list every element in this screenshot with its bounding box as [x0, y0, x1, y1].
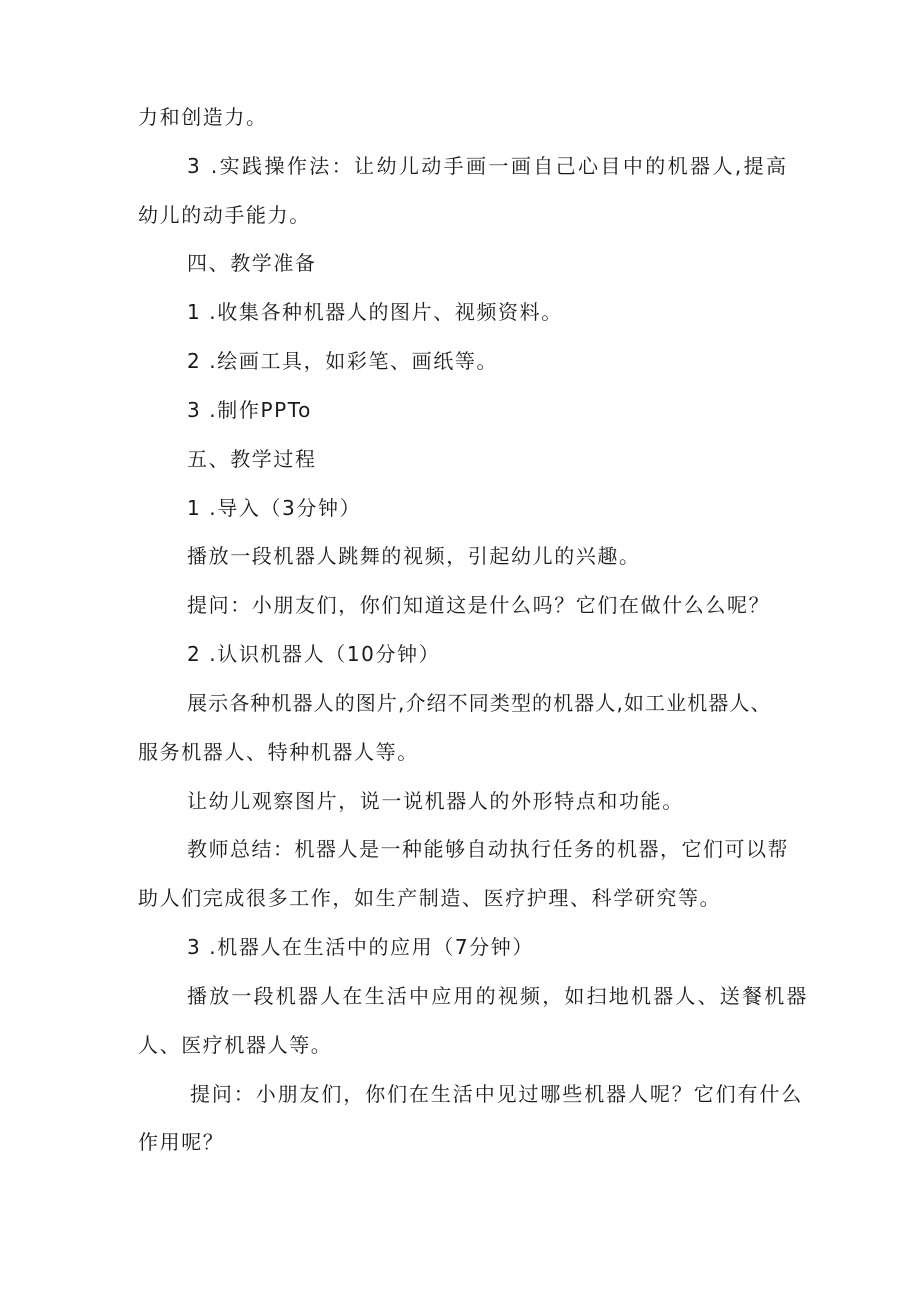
paragraph-line: 播放一段机器人在生活中应用的视频，如扫地机器人、送餐机器 [187, 984, 809, 1008]
preparation-item-2: 2 .绘画工具，如彩笔、画纸等。 [187, 349, 499, 373]
paragraph-line: 作用呢？ [138, 1130, 225, 1154]
paragraph-line: 幼儿的动手能力。 [138, 203, 311, 227]
paragraph-line: 提问：小朋友们，你们知道这是什么吗？它们在做什么么呢？ [187, 593, 771, 617]
paragraph-line: 力和创造力。 [138, 105, 268, 129]
paragraph-line: 提问：小朋友们，你们在生活中见过哪些机器人呢？它们有什么 [190, 1082, 804, 1106]
preparation-item-3: 3 .制作PPTo [187, 398, 313, 422]
section-heading-preparation: 四、教学准备 [187, 251, 317, 275]
method-item-practice: 3 .实践操作法：让幼儿动手画一画自己心目中的机器人,提高 [187, 154, 789, 178]
preparation-item-1: 1 .收集各种机器人的图片、视频资料。 [187, 300, 563, 324]
section-heading-process: 五、教学过程 [187, 447, 317, 471]
process-step-1-heading: 1 .导入（3分钟） [187, 496, 362, 520]
paragraph-line: 教师总结：机器人是一种能够自动执行任务的机器，它们可以帮 [187, 837, 789, 861]
process-step-2-heading: 2 .认识机器人（10分钟） [187, 642, 441, 666]
paragraph-line: 服务机器人、特种机器人等。 [138, 740, 419, 764]
paragraph-line: 助人们完成很多工作，如生产制造、医疗护理、科学研究等。 [138, 886, 722, 910]
paragraph-line: 展示各种机器人的图片,介绍不同类型的机器人,如工业机器人、 [187, 691, 772, 715]
paragraph-line: 播放一段机器人跳舞的视频，引起幼儿的兴趣。 [187, 544, 641, 568]
paragraph-line: 让幼儿观察图片，说一说机器人的外形特点和功能。 [187, 789, 684, 813]
paragraph-line: 人、医疗机器人等。 [138, 1033, 333, 1057]
process-step-3-heading: 3 .机器人在生活中的应用（7分钟） [187, 935, 534, 959]
